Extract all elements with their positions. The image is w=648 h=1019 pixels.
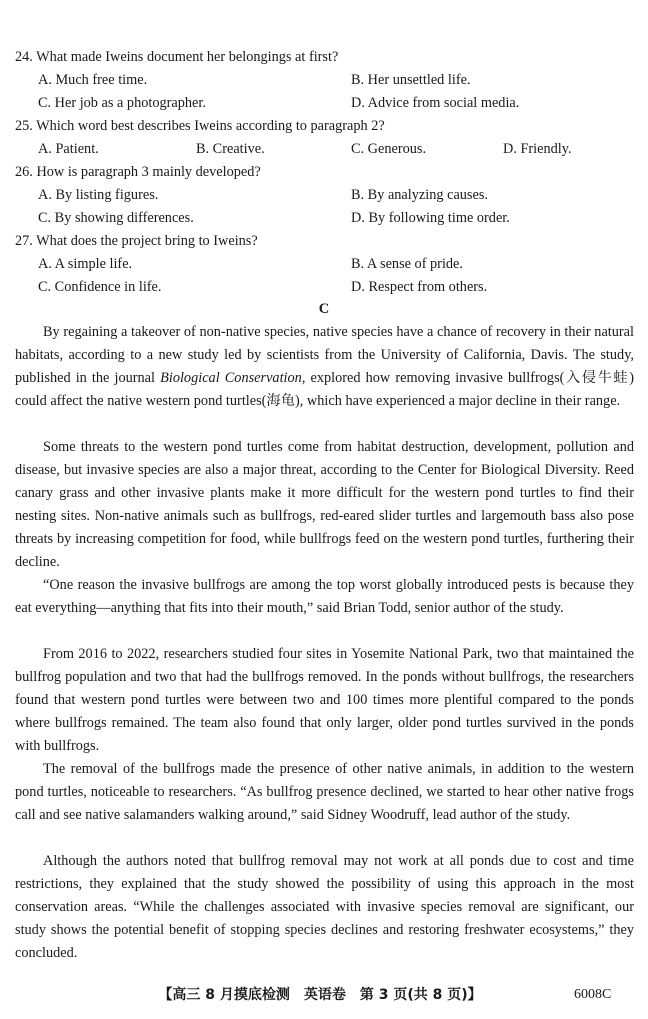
question-27-option-a: A. A simple life. (38, 256, 133, 272)
question-24-option-d: D. Advice from social media. (351, 95, 520, 111)
question-27-option-b: B. A sense of pride. (351, 256, 463, 272)
question-25-option-c: C. Generous. (351, 141, 427, 157)
question-26-stem: 26. How is paragraph 3 mainly developed? (15, 164, 261, 180)
passage-paragraph-1 (15, 321, 634, 413)
question-25-option-a: A. Patient. (38, 141, 99, 157)
paragraph-1-text-end: , explored how removing invasive bullfrogs(入侵牛蛙) could affect the native western pond turtles(海龟), which have experienced a major decline in their range. (15, 370, 634, 409)
question-27-option-d: D. Respect from others. (351, 279, 488, 295)
passage-paragraph-6: Although the authors noted that bullfrog removal may not work at all ponds due to cost and time restrictions, they explained that the study showed the possibility of using this approach in the most conservation areas. “While the challenges associated with invasive species removal are significant, our study shows the potential benefit of stopping species declines and restoring freshwater ecosystems,” they concluded. (15, 853, 634, 961)
question-26-option-d: D. By following time order. (351, 210, 510, 226)
passage-paragraph-3: “One reason the invasive bullfrogs are among the top worst globally introduced pests is because they eat everything—anything that fits into their mouth,” said Brian Todd, senior author of the study. (15, 577, 634, 616)
question-24-option-a: A. Much free time. (38, 72, 148, 88)
question-25-stem: 25. Which word best describes Iweins according to paragraph 2? (15, 118, 385, 134)
question-24-stem: 24. What made Iweins document her belongings at first? (15, 49, 339, 65)
section-label: C (318, 301, 330, 317)
question-24-option-c: C. Her job as a photographer. (38, 95, 206, 111)
footer-page-info: 【高三 8 月摸底检测 英语卷 第 3 页(共 8 页)】 (158, 987, 482, 1003)
passage-paragraph-5: The removal of the bullfrogs made the presence of other native animals, in addition to the western pond turtles, noticeable to researchers. “As bullfrog presence declined, we started to hear other native frogs call and see native salamanders walking around,” said Sidney Woodruff, lead author of the study. (15, 761, 634, 823)
question-27-stem: 27. What does the project bring to Iweins? (15, 233, 258, 249)
passage-paragraph-4: From 2016 to 2022, researchers studied four sites in Yosemite National Park, two that maintained the bullfrog population and two that had the bullfrogs removed. In the ponds without bullfrogs, the researchers found that western pond turtles were between two and 100 times more plentiful compared to the ponds where bullfrogs remained. The team also found that only larger, older pond turtles survived in the ponds with bullfrogs. (15, 646, 634, 754)
passage-paragraph-2: Some threats to the western pond turtles come from habitat destruction, development, pollution and disease, but invasive species are also a major threat, according to the Center for Biological Diversity. Reed canary grass and other invasive plants make it more difficult for the western pond turtles to find their nesting sites. Non-native animals such as bullfrogs, red-eared slider turtles and largemouth bass also pose threats by increasing competition for food, while bullfrogs feed on the western pond turtles, furthering their decline. (15, 439, 634, 570)
question-26-option-b: B. By analyzing causes. (351, 187, 488, 203)
paragraph-1-text-start: By regaining a takeover of non-native species, native species have a chance of recovery in their natural habitats, according to a new study led by scientists from the University of California, Davis. The study, published in the journal (15, 324, 634, 386)
question-26-option-c: C. By showing differences. (38, 210, 194, 226)
footer-exam-code: 6008C (574, 987, 612, 1002)
question-26-option-a: A. By listing figures. (38, 187, 159, 203)
question-27-option-c: C. Confidence in life. (38, 279, 162, 295)
question-25-option-d: D. Friendly. (503, 141, 572, 157)
question-25-option-b: B. Creative. (196, 141, 265, 157)
question-24-option-b: B. Her unsettled life. (351, 72, 471, 88)
journal-title: Biological Conservation (160, 370, 302, 386)
